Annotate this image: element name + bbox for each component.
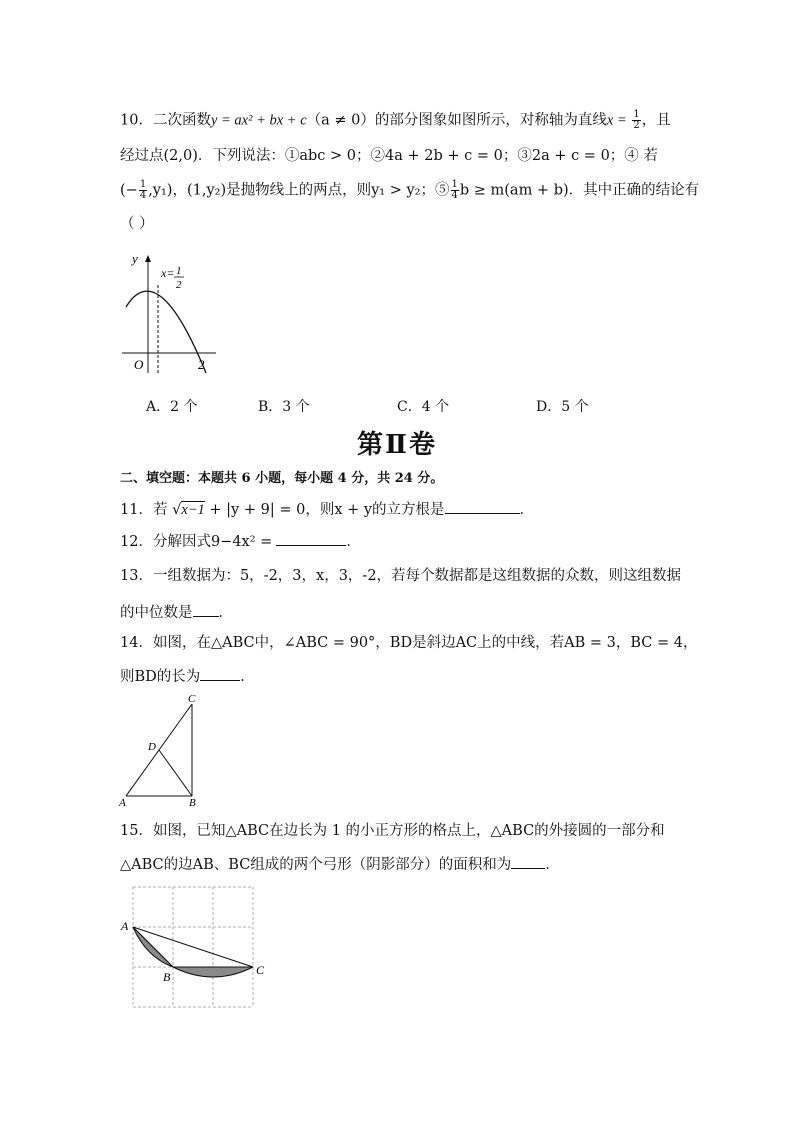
q10-quarter-fraction: $\frac{1}{4}$ — [139, 179, 147, 201]
origin-label: O — [134, 357, 144, 372]
q10-condition: （a ≠ 0）的部分图象如图所示，对称轴为直线 — [306, 112, 607, 129]
label-b: B — [163, 970, 171, 984]
q10-half-fraction: $\frac{1}{2}$ — [633, 109, 640, 131]
option-c: C．4 个 — [397, 399, 450, 415]
q15-grid-figure — [118, 882, 278, 1014]
y-axis-arrow — [145, 255, 151, 262]
q10-intro: 10．二次函数 — [120, 112, 211, 129]
q10-line1-end: ，且 — [641, 112, 671, 129]
q15-line2: △ABC的边AB、BC组成的两个弓形（阴影部分）的面积和为 ． — [120, 854, 560, 874]
q15-line1: 15．如图，已知△ABC在边长为 1 的小正方形的格点上，△ABC的外接圆的一部分和 — [120, 823, 665, 839]
q11: 11．若 √x−1 + |y + 9| = 0，则x + y的立方根是 ． — [120, 499, 534, 519]
section-title: 第Ⅱ卷 — [357, 430, 437, 460]
q13-line1: 13．一组数据为：5，-2，3，x，3，-2，若每个数据都是这组数据的众数，则这组数据 — [120, 568, 682, 584]
axis-frac-den: 2 — [176, 279, 182, 291]
q12-blank[interactable] — [276, 531, 346, 546]
sqrt-sign: √ — [172, 502, 182, 518]
q10-equation: y = ax² + bx + c — [210, 112, 307, 129]
option-b: B．3 个 — [258, 399, 310, 415]
q14-blank[interactable] — [200, 666, 240, 681]
label-a: A — [121, 919, 129, 933]
q14-line2: 则BD的长为 ． — [120, 666, 255, 686]
shaded-segment-bc — [173, 967, 253, 977]
q10-axis-eq: x = — [606, 112, 627, 129]
q10-parabola-figure — [118, 245, 228, 380]
q15-blank[interactable] — [511, 854, 545, 869]
q10-answer-bracket: （ ） — [120, 216, 154, 232]
two-label: 2 — [198, 357, 205, 372]
median-bd — [159, 750, 192, 796]
option-a: A．2 个 — [146, 399, 198, 415]
sqrt-radicand: x−1 — [181, 502, 205, 518]
axis-label: x= — [161, 266, 175, 280]
option-d: D．5 个 — [536, 399, 589, 415]
label-d: D — [148, 741, 156, 753]
side-ab — [133, 927, 173, 967]
axis-frac-num: 1 — [176, 265, 182, 277]
q12: 12．分解因式9−4x² = ． — [120, 531, 361, 551]
q13-line2: 的中位数是 ． — [120, 602, 233, 622]
q11-blank[interactable] — [445, 499, 520, 514]
label-c: C — [188, 693, 196, 705]
q10-line3: (− $\frac{1}{4}$ ,y₁)，(1,y₂)是抛物线上的两点，则y₁ > y₂；⑤ $\frac{1}{4}$ b ≥ m(am + b)．其中正确的结论有 — [120, 179, 700, 201]
label-c: C — [256, 963, 265, 977]
q14-triangle-figure — [116, 690, 206, 808]
q10-line2: 经过点(2,0)．下列说法：①abc > 0；②4a + 2b + c = 0；③2a + c = 0；④ 若 — [120, 148, 658, 164]
label-b: B — [189, 797, 196, 808]
q14-line1: 14．如图，在△ABC中，∠ABC = 90°，BD是斜边AC上的中线，若AB = 3，BC = 4， — [120, 635, 698, 651]
y-label: y — [132, 251, 138, 266]
section-description: 二、填空题：本题共 6 小题，每小题 4 分，共 24 分。 — [120, 471, 444, 486]
q10-line1 — [120, 110, 671, 131]
q10-quarter-fraction-2: $\frac{1}{4}$ — [451, 179, 458, 201]
q13-blank[interactable] — [193, 602, 219, 617]
label-a: A — [119, 797, 126, 808]
